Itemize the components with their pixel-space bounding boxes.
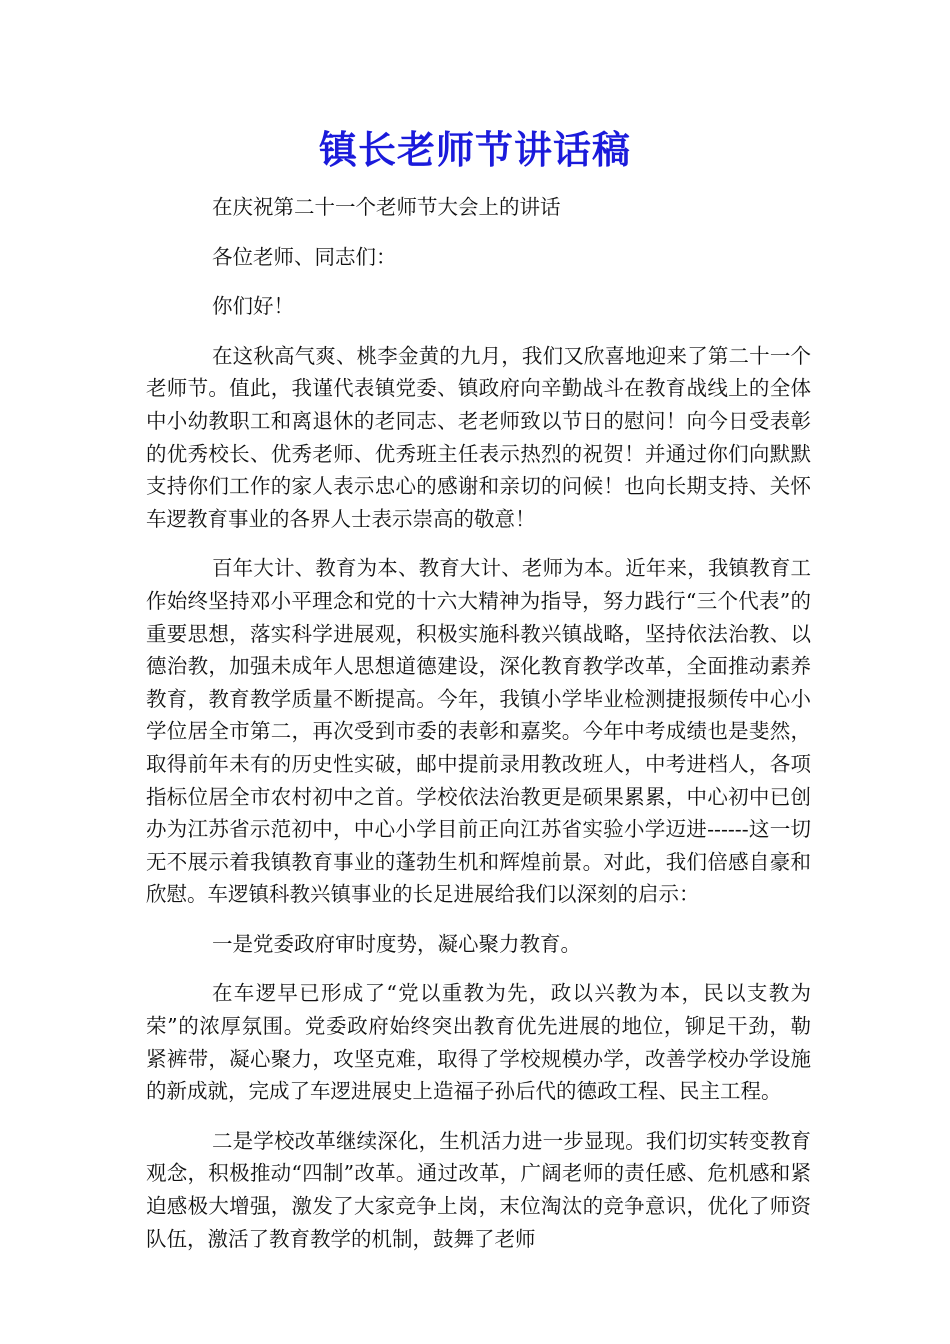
paragraph-achievements: 百年大计、教育为本、教育大计、老师为本。近年来，我镇教育工作始终坚持邓小平理念和党的十六大精神为指导，努力践行“三个代表”的重要思想，落实科学进展观，积极实施科教兴镇战略，坚持依法治教、以德治教，加强未成年人思想道德建设，深化教育教学改革，全面推动素养教育，教育教学质量不断提高。今年，我镇小学毕业检测捷报频传中心小学位居全市第二，再次受到市委的表彰和嘉奖。今年中考成绩也是斐然，取得前年未有的历史性实破，邮中提前录用教改班人，中考进档人，各项指标位居全市农村初中之首。学校依法治教更是硕果累累，中心初中已创办为江苏省示范初中，中心小学目前正向江苏省实验小学迈进------这一切无不展示着我镇教育事业的蓬勃生机和辉煌前景。对此，我们倍感自豪和欣慰。车逻镇科教兴镇事业的长足进展给我们以深刻的启示：	[146, 556, 811, 907]
paragraph-subtitle: 在庆祝第二十一个老师节大会上的讲话	[212, 195, 561, 219]
paragraph-greeting: 你们好！	[212, 294, 294, 319]
paragraph-point-one-detail: 在车逻早已形成了“党以重教为先，政以兴教为本，民以支教为荣”的浓厚氛围。党委政府始终突出教育优先进展的地位，铆足干劲，勒紧裤带，凝心聚力，攻坚克难，取得了学校规模办学，改善学校办学设施的新成就，完成了车逻进展史上造福子孙后代的德政工程、民主工程。	[146, 981, 811, 1104]
paragraph-point-two: 二是学校改革继续深化，生机活力进一步显现。我们切实转变教育观念，积极推动“四制”改革。通过改革，广阔老师的责任感、危机感和紧迫感极大增强，激发了大家竞争上岗，末位淘汰的竞争意识，优化了师资队伍，激活了教育教学的机制，鼓舞了老师	[146, 1128, 811, 1251]
paragraph-point-one: 一是党委政府审时度势，凝心聚力教育。	[212, 931, 581, 956]
document-body	[146, 191, 811, 1255]
document-title: 镇长老师节讲话稿	[318, 127, 631, 172]
paragraph-opening: 在这秋高气爽、桃李金黄的九月，我们又欣喜地迎来了第二十一个老师节。值此，我谨代表镇党委、镇政府向辛勤战斗在教育战线上的全体中小幼教职工和离退休的老同志、老老师致以节日的慰问！向今日受表彰的优秀校长、优秀老师、优秀班主任表示热烈的祝贺！并通过你们向默默支持你们工作的家人表示忠心的感谢和亲切的问候！也向长期支持、关怀车逻教育事业的各界人士表示崇高的敬意！	[146, 343, 811, 531]
paragraph-salutation: 各位老师、同志们：	[212, 244, 397, 269]
